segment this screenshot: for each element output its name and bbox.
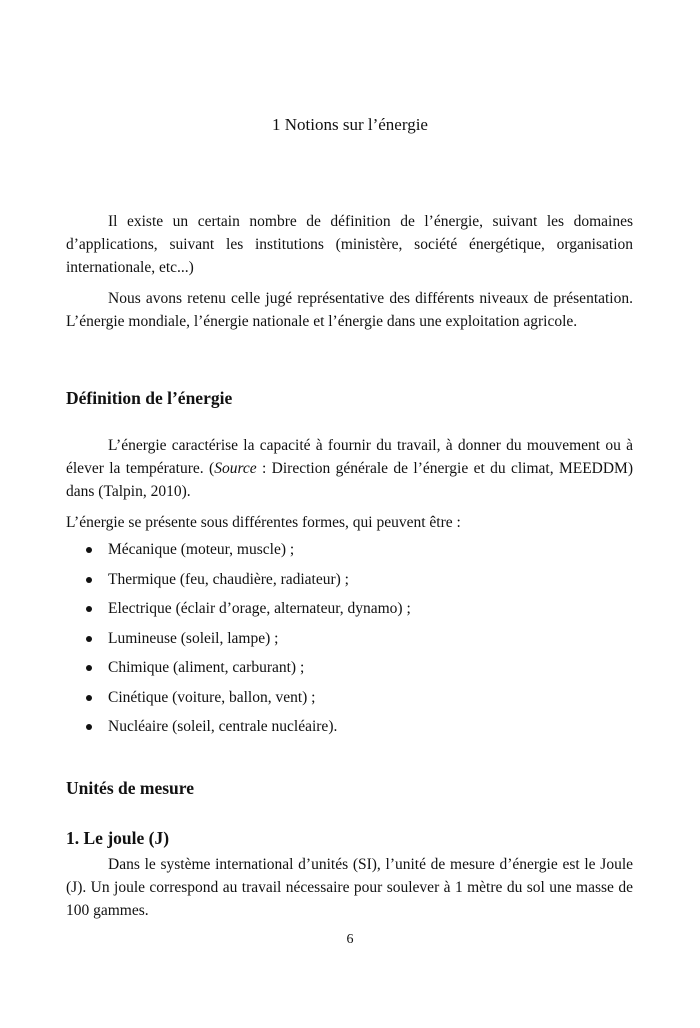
list-item-text: Chimique (aliment, carburant) ; — [108, 659, 305, 676]
bullet-icon — [86, 606, 92, 612]
list-item-text: Electrique (éclair d’orage, alternateur, dynamo) ; — [108, 600, 411, 617]
bullet-icon — [86, 724, 92, 730]
list-item — [66, 658, 633, 688]
definition-section — [66, 434, 633, 534]
bullet-icon — [86, 636, 92, 642]
forms-intro: L’énergie se présente sous différentes formes, qui peuvent être : — [66, 514, 461, 531]
list-item — [66, 629, 633, 659]
joule-heading: 1. Le joule (J) — [66, 828, 170, 848]
definition-paragraph — [66, 434, 633, 503]
units-heading: Unités de mesure — [66, 778, 194, 798]
bullet-icon — [86, 665, 92, 671]
list-item — [66, 570, 633, 600]
chapter-title: 1 Notions sur l’énergie — [272, 115, 428, 134]
intro-paragraph-1: Il existe un certain nombre de définition de l’énergie, suivant les domaines d’applications, suivant les institutions (ministère, société énergétique, organisation internationale, etc...) — [66, 213, 633, 276]
page-number: 6 — [346, 932, 354, 947]
joule-paragraph: Dans le système international d’unités (SI), l’unité de mesure d’énergie est le Joule (J). Un joule correspond au travail nécessaire pour soulever à 1 mètre du sol une masse de 100 gammes. — [66, 856, 633, 919]
list-item-text: Lumineuse (soleil, lampe) ; — [108, 629, 279, 647]
energy-forms-list — [66, 540, 633, 747]
bullet-icon — [86, 547, 92, 553]
intro-paragraph-2: Nous avons retenu celle jugé représentative des différents niveaux de présentation. L’énergie mondiale, l’énergie nationale et l’énergie dans une exploitation agricole. — [66, 290, 633, 330]
list-item-text: Nucléaire (soleil, centrale nucléaire). — [108, 718, 338, 735]
bullet-icon — [86, 577, 92, 583]
list-item — [66, 688, 633, 718]
list-item — [66, 599, 633, 629]
source-label: Source — [214, 460, 257, 477]
list-item — [66, 717, 633, 747]
list-item-text: Mécanique (moteur, muscle) ; — [108, 541, 295, 558]
intro-section — [66, 210, 633, 333]
definition-text-after: : Direction générale de l’énergie et du climat, MEEDDM) dans (Talpin, 2010). — [66, 460, 633, 500]
list-item — [66, 540, 633, 570]
bullet-icon — [86, 695, 92, 701]
list-item-text: Cinétique (voiture, ballon, vent) ; — [108, 688, 316, 706]
definition-heading: Définition de l’énergie — [66, 388, 233, 408]
joule-section — [66, 853, 633, 922]
definition-text-before: L’énergie caractérise la capacité à fournir du travail, à donner du mouvement ou à élever la température. ( — [66, 437, 633, 477]
list-item-text: Thermique (feu, chaudière, radiateur) ; — [108, 570, 349, 588]
